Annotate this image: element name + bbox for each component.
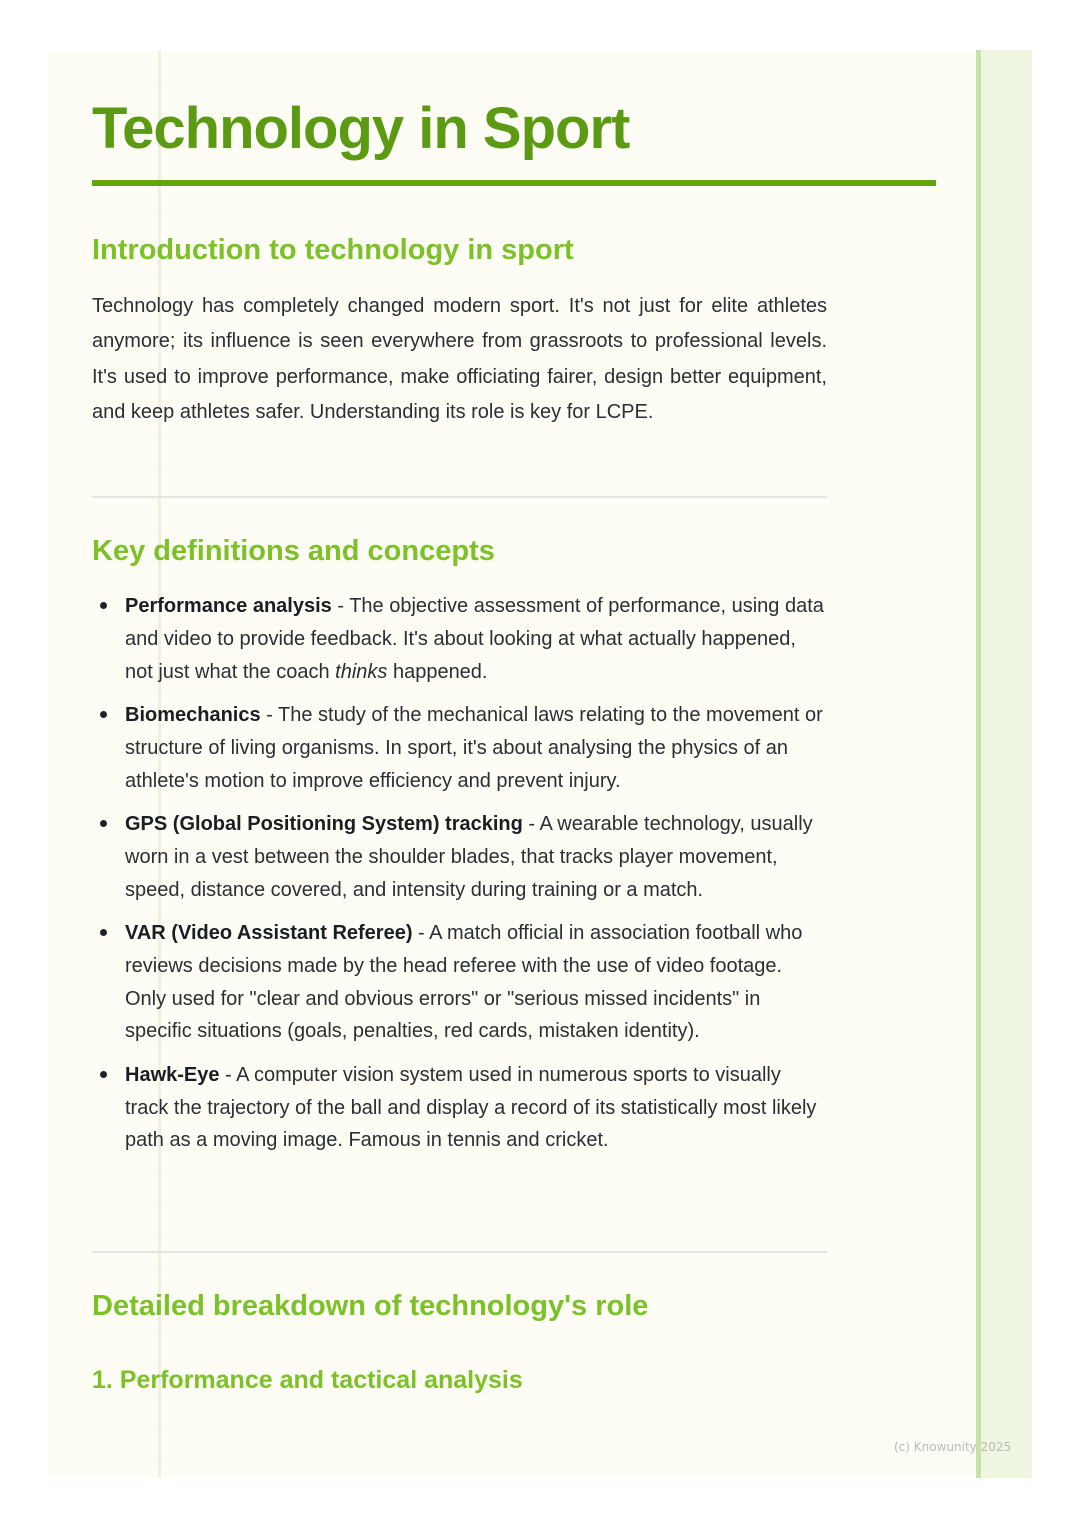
definition-text: - The study of the mechanical laws relating to the movement or structure of living organisms. In sport, it's about analysing the physics of an athlete's motion to improve efficiency and prevent injury. [125,703,823,792]
intro-paragraph: Technology has completely changed modern sport. It's not just for elite athletes anymore; its influence is seen everywhere from grassroots to professional levels. It's used to improve performance, make officiating fairer, design better equipment, and keep athletes safer. Understanding its role is key for LCPE. [92,295,827,424]
list-item [125,590,827,688]
definitions-list [92,590,827,1168]
definition-text: happened. [387,660,488,683]
right-margin-line [976,50,981,1478]
breakdown-heading: Detailed breakdown of technology's role [92,1290,649,1322]
section-divider [92,1251,827,1253]
list-item [125,699,827,797]
breakdown-subheading: 1. Performance and tactical analysis [92,1366,523,1394]
intro-heading: Introduction to technology in sport [92,234,574,266]
definition-term: GPS (Global Positioning System) tracking [125,812,523,835]
bullet [100,820,107,827]
definition-emphasis: thinks [335,660,388,683]
definition-term: Performance analysis [125,595,332,617]
definition-term: Hawk-Eye [125,1063,220,1086]
title-underline [92,180,936,186]
definition-text: - A computer vision system used in numerous sports to visually track the trajectory of the ball and display a record of its statistically most likely path as a moving image. Famous in tennis and cricket. [125,1063,817,1152]
definition-term: VAR (Video Assistant Referee) [125,921,413,944]
list-item [125,808,827,906]
right-margin-strip [976,50,1032,1478]
list-item [125,917,827,1048]
definition-text: - A wearable technology, usually worn in a vest between the shoulder blades, that tracks player movement, speed, distance covered, and intensity during training or a match. [125,812,813,901]
bullet [100,711,107,718]
copyright-footer: (c) Knowunity 2025 [894,1440,1012,1454]
section-divider [92,496,827,498]
document-title: Technology in Sport [92,96,630,161]
bullet [100,1071,107,1078]
definition-term: Biomechanics [125,703,261,726]
definition-text: - A match official in association football who reviews decisions made by the head referee with the use of video footage. Only used for "clear and obvious errors" or "serious missed incidents" in specific situations (goals, penalties, red cards, mistaken identity). [125,921,803,1043]
definition-text: - The objective assessment of performance, using data and video to provide feedback. It's about looking at what actually happened, not just what the coach [125,595,824,683]
definitions-heading: Key definitions and concepts [92,535,495,567]
bullet [100,929,107,936]
document-page [48,50,1032,1478]
bullet [100,602,107,609]
list-item [125,1059,827,1157]
